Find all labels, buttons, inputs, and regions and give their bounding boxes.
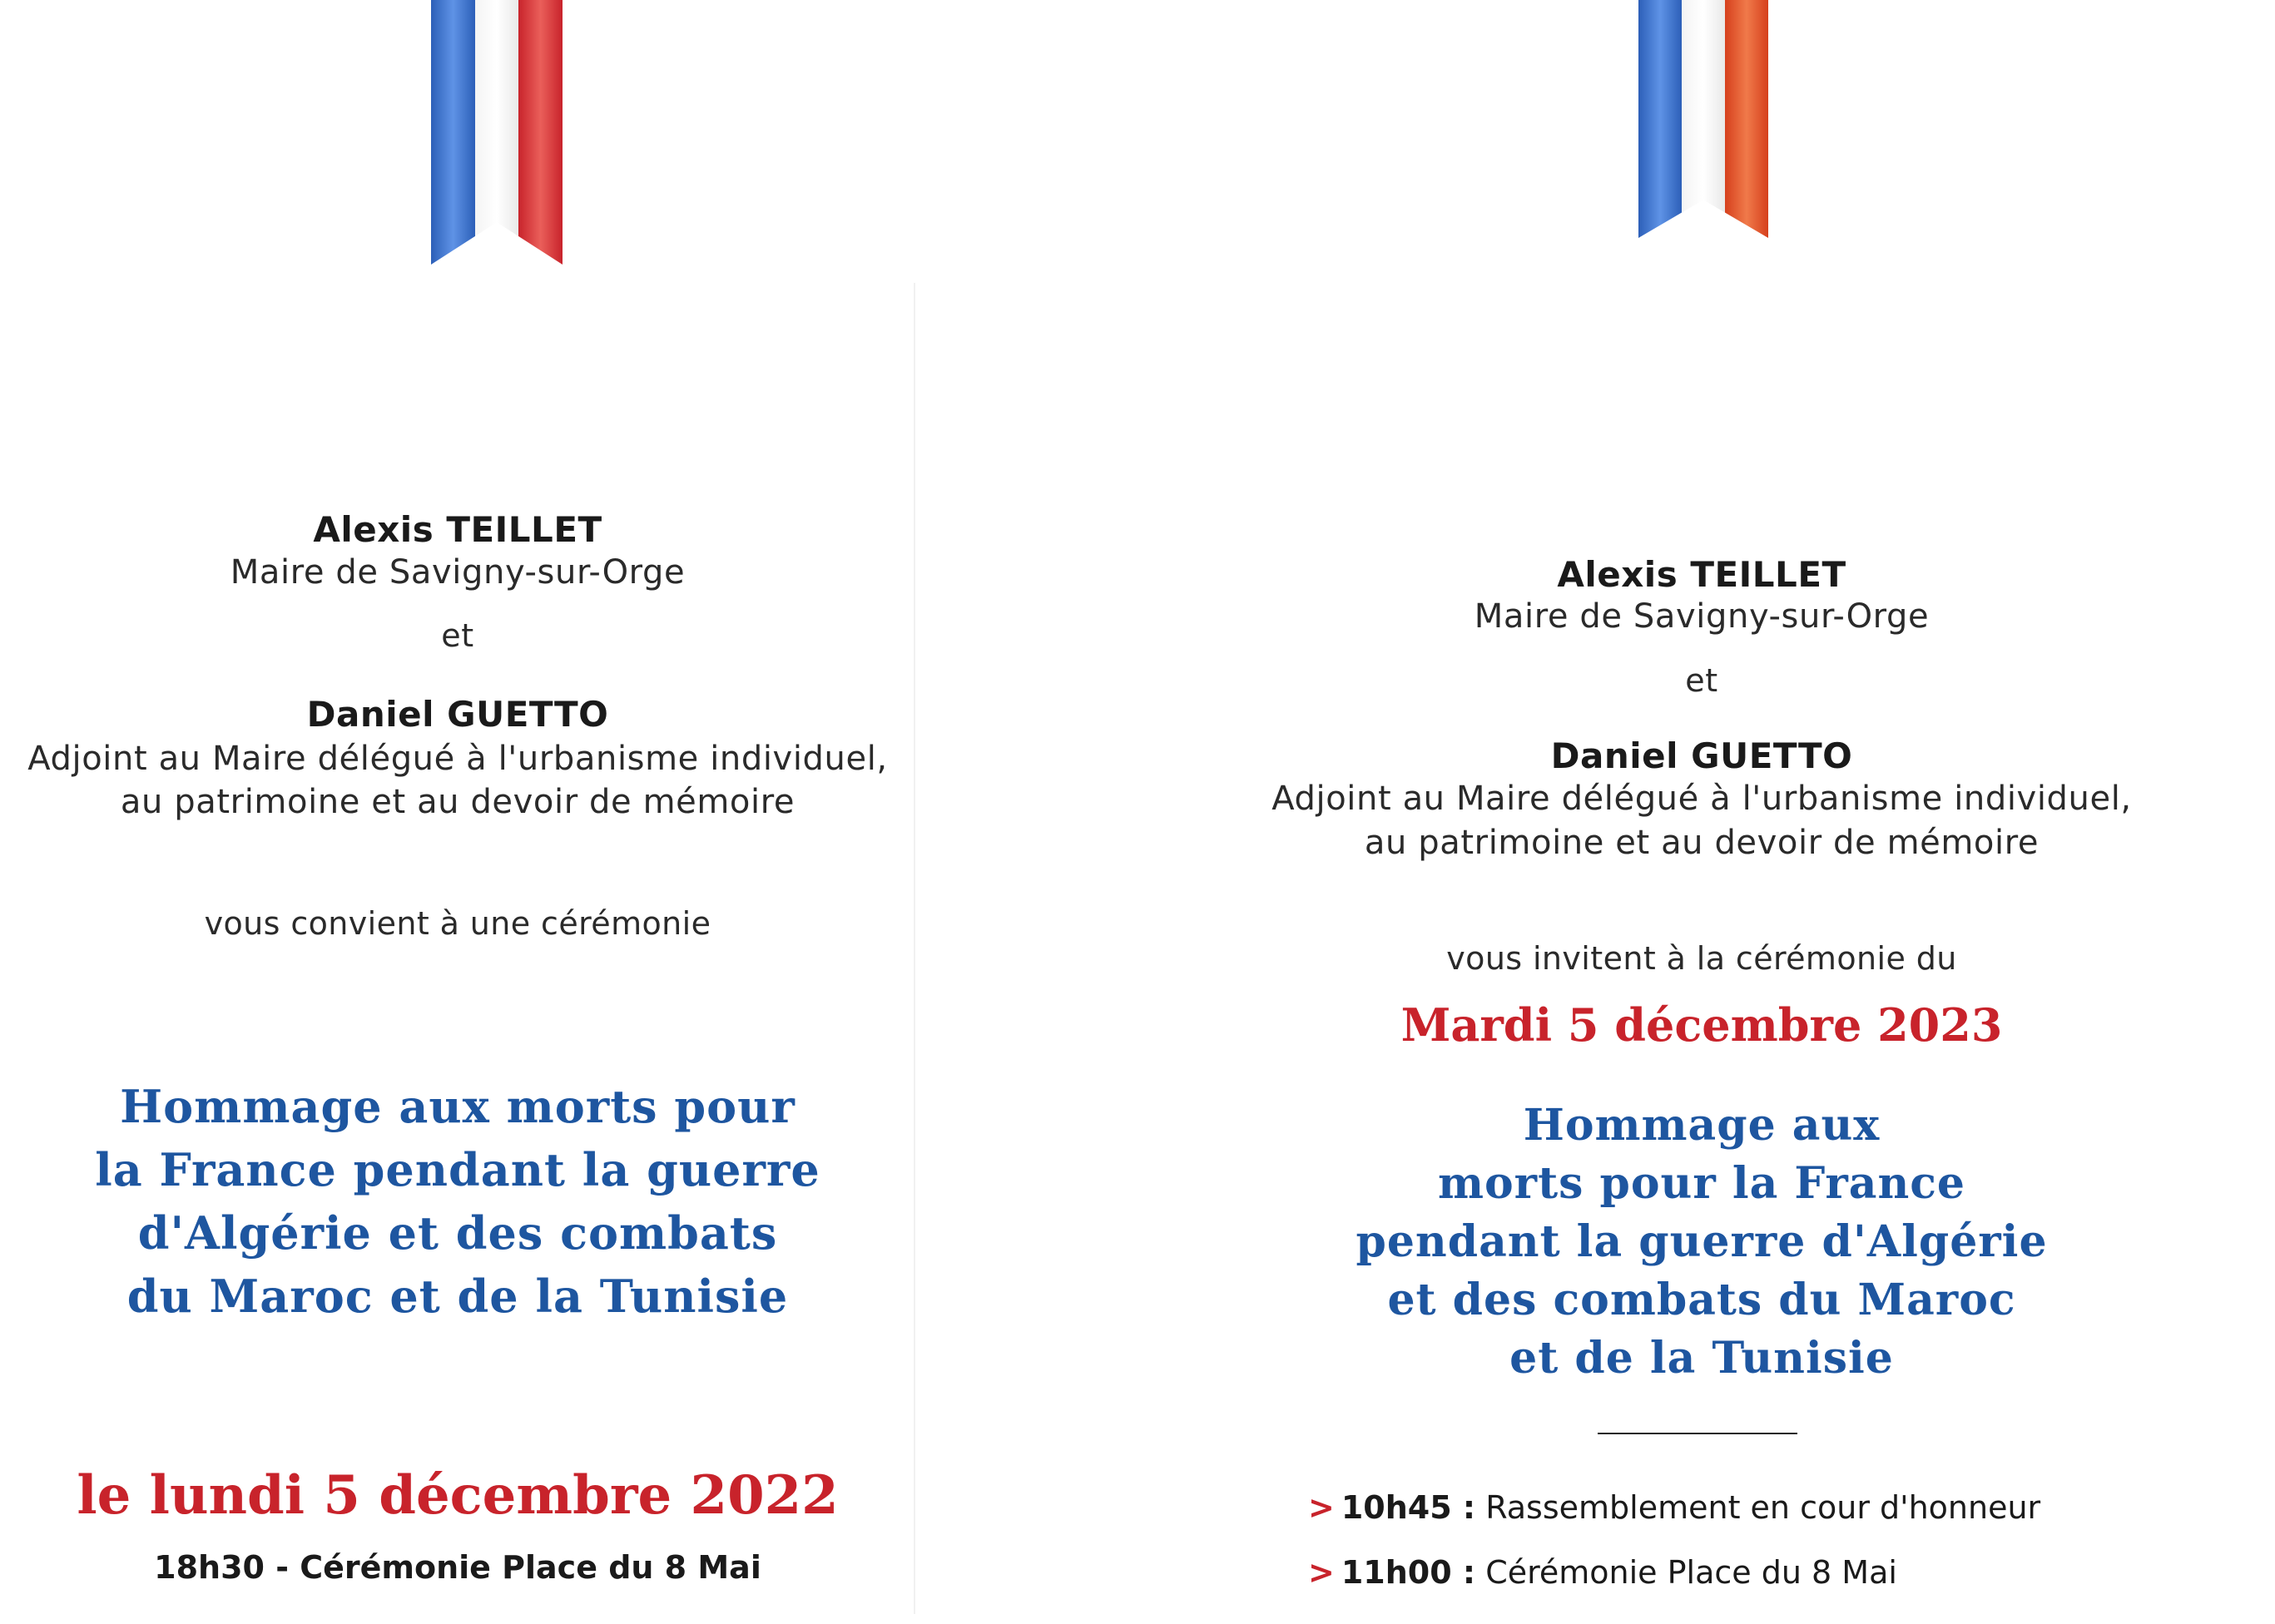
schedule-item (1308, 1489, 2040, 1526)
schedule-text: Rassemblement en cour d'honneur (1485, 1489, 2041, 1526)
mayor-role: Maire de Savigny-sur-Orge (230, 553, 686, 592)
invitation-card-2023 (1215, 0, 2188, 1624)
title-line: d'Algérie et des combats (137, 1206, 778, 1260)
title-line: et de la Tunisie (1509, 1333, 1894, 1384)
ceremony-title (0, 1075, 915, 1328)
chevron-right-icon: > (1308, 1554, 1335, 1591)
invitation-card-2022 (0, 0, 915, 1624)
deputy-name: Daniel GUETTO (1550, 735, 1853, 776)
chevron-right-icon: > (1308, 1489, 1335, 1526)
ceremony-date: Mardi 5 décembre 2023 (1400, 998, 2003, 1052)
ceremony-title (1215, 1097, 2188, 1388)
deputy-role-line2: au patrimoine et au devoir de mémoire (1364, 824, 2040, 862)
deputy-name: Daniel GUETTO (306, 694, 609, 735)
title-line: morts pour la France (1437, 1158, 1966, 1209)
invitation-text: vous invitent à la cérémonie du (1446, 940, 1957, 977)
deputy-role-line1: Adjoint au Maire délégué à l'urbanisme individuel, (1271, 780, 2132, 818)
deputy-role-line1: Adjoint au Maire délégué à l'urbanisme individuel, (27, 740, 888, 778)
conjunction: et (441, 617, 474, 654)
schedule-line: 18h30 - Cérémonie Place du 8 Mai (154, 1549, 761, 1586)
schedule-item (1308, 1554, 1897, 1591)
deputy-role-line2: au patrimoine et au devoir de mémoire (120, 783, 796, 821)
mayor-name: Alexis TEILLET (1557, 554, 1846, 595)
tricolor-ribbon-icon (431, 0, 563, 265)
schedule-time: 10h45 : (1341, 1489, 1476, 1526)
separator-rule (1598, 1433, 1797, 1434)
schedule-text: Cérémonie Place du 8 Mai (1485, 1554, 1897, 1591)
mayor-role: Maire de Savigny-sur-Orge (1474, 597, 1930, 636)
page-divider (914, 283, 915, 1614)
title-line: du Maroc et de la Tunisie (126, 1270, 789, 1323)
conjunction: et (1685, 662, 1718, 699)
title-line: Hommage aux (1523, 1100, 1881, 1151)
invitation-text: vous convient à une cérémonie (204, 905, 711, 942)
title-line: et des combats du Maroc (1387, 1275, 2016, 1325)
tricolor-ribbon-icon (1638, 0, 1768, 238)
title-line: la France pendant la guerre (95, 1143, 820, 1196)
ceremony-date: le lundi 5 décembre 2022 (77, 1464, 839, 1527)
title-line: pendant la guerre d'Algérie (1356, 1216, 2048, 1267)
title-line: Hommage aux morts pour (120, 1080, 796, 1133)
schedule-time: 11h00 : (1341, 1554, 1476, 1591)
mayor-name: Alexis TEILLET (313, 509, 602, 550)
